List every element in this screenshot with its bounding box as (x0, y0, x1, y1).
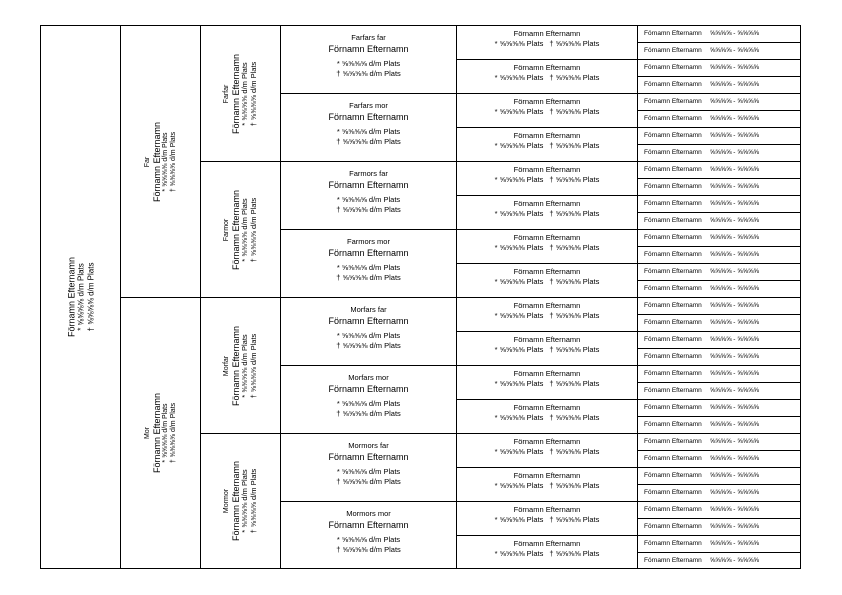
great-grandparent-role: Farfars far (351, 33, 386, 42)
parent-name: Förnamn Efternamn (151, 121, 162, 202)
gen6-dates: ⅝⅝⅝⅝ - ⅝⅝⅝⅝ (709, 540, 759, 547)
grandparent-role: Farfar (222, 84, 230, 103)
gen5-born: * ⅝⅝⅝⅝ Plats (494, 447, 544, 456)
pedigree-chart (40, 25, 801, 569)
subject-died: † ⅝⅝⅝⅝ d/m Plats (85, 262, 95, 332)
parent-role: Far (143, 156, 151, 167)
gen5-died: † ⅝⅝⅝⅝ Plats (549, 549, 600, 558)
grandparent-died: † ⅝⅝⅝⅝ d/m Plats (248, 468, 258, 534)
gen6-name: Förnamn Efternamn (644, 115, 702, 122)
gen6-dates: ⅝⅝⅝⅝ - ⅝⅝⅝⅝ (709, 98, 759, 105)
great-grandparent-died: † ⅝⅝⅝⅝ d/m Plats (336, 205, 401, 214)
gen6-dates: ⅝⅝⅝⅝ - ⅝⅝⅝⅝ (709, 115, 759, 122)
great-grandparent-died: † ⅝⅝⅝⅝ d/m Plats (336, 69, 401, 78)
gen6-name: Förnamn Efternamn (644, 523, 702, 530)
gen6-box (637, 297, 801, 315)
grandparent-box (200, 433, 281, 569)
great-grandparent-role: Farfars mor (349, 101, 388, 110)
parent-born: * ⅝⅝⅝⅝ d/m Plats (161, 403, 169, 463)
gen5-name: Förnamn Efternamn (513, 267, 581, 276)
gen5-box (456, 365, 638, 400)
gen6-box (637, 93, 801, 111)
great-grandparent-born: * ⅝⅝⅝⅝ d/m Plats (336, 331, 401, 340)
subject-name: Förnamn Efternamn (66, 256, 77, 338)
gen5-box (456, 433, 638, 468)
grandparent-role: Morfar (222, 355, 230, 376)
gen5-name: Förnamn Efternamn (513, 29, 581, 38)
great-grandparent-name: Förnamn Efternamn (328, 44, 409, 54)
gen6-box (637, 195, 801, 213)
gen6-dates: ⅝⅝⅝⅝ - ⅝⅝⅝⅝ (709, 506, 759, 513)
gen5-name: Förnamn Efternamn (513, 471, 581, 480)
gen6-dates: ⅝⅝⅝⅝ - ⅝⅝⅝⅝ (709, 149, 759, 156)
gen5-born: * ⅝⅝⅝⅝ Plats (494, 175, 544, 184)
grandparent-name: Förnamn Efternamn (230, 325, 241, 406)
great-grandparent-name: Förnamn Efternamn (328, 248, 409, 258)
gen6-dates: ⅝⅝⅝⅝ - ⅝⅝⅝⅝ (709, 472, 759, 479)
gen5-box (456, 229, 638, 264)
great-grandparent-box (280, 297, 457, 366)
gen6-name: Förnamn Efternamn (644, 64, 702, 71)
grandparent-born: * ⅝⅝⅝⅝ d/m Plats (240, 197, 250, 262)
gen6-dates: ⅝⅝⅝⅝ - ⅝⅝⅝⅝ (709, 387, 759, 394)
gen6-box (637, 59, 801, 77)
great-grandparent-born: * ⅝⅝⅝⅝ d/m Plats (336, 127, 401, 136)
great-grandparent-box (280, 161, 457, 230)
gen6-box (637, 144, 801, 162)
gen6-dates: ⅝⅝⅝⅝ - ⅝⅝⅝⅝ (709, 523, 759, 530)
gen5-events (457, 277, 637, 287)
gen6-name: Förnamn Efternamn (644, 489, 702, 496)
parent-box-mor (120, 297, 201, 569)
gen6-dates: ⅝⅝⅝⅝ - ⅝⅝⅝⅝ (709, 421, 759, 428)
great-grandparent-died: † ⅝⅝⅝⅝ d/m Plats (336, 545, 401, 554)
gen6-name: Förnamn Efternamn (644, 455, 702, 462)
gen6-dates: ⅝⅝⅝⅝ - ⅝⅝⅝⅝ (709, 217, 759, 224)
great-grandparent-died: † ⅝⅝⅝⅝ d/m Plats (336, 273, 401, 282)
gen5-name: Förnamn Efternamn (513, 369, 581, 378)
gen5-box (456, 59, 638, 94)
gen5-box (456, 399, 638, 434)
gen6-dates: ⅝⅝⅝⅝ - ⅝⅝⅝⅝ (709, 81, 759, 88)
great-grandparent-born: * ⅝⅝⅝⅝ d/m Plats (336, 467, 401, 476)
gen5-events (457, 481, 637, 491)
gen6-box (637, 518, 801, 536)
gen6-dates: ⅝⅝⅝⅝ - ⅝⅝⅝⅝ (709, 268, 759, 275)
gen5-died: † ⅝⅝⅝⅝ Plats (549, 515, 600, 524)
great-grandparent-role: Farmors mor (347, 237, 390, 246)
gen5-died: † ⅝⅝⅝⅝ Plats (549, 447, 600, 456)
gen5-box (456, 161, 638, 196)
parent-born: * ⅝⅝⅝⅝ d/m Plats (161, 131, 169, 192)
gen6-box (637, 246, 801, 264)
grandparent-box (200, 297, 281, 434)
gen5-born: * ⅝⅝⅝⅝ Plats (494, 39, 544, 48)
great-grandparent-role: Mormors far (348, 441, 389, 450)
gen6-name: Förnamn Efternamn (644, 166, 702, 173)
gen6-box (637, 314, 801, 332)
gen5-name: Förnamn Efternamn (513, 165, 581, 174)
gen6-box (637, 501, 801, 519)
gen6-name: Förnamn Efternamn (644, 98, 702, 105)
gen6-name: Förnamn Efternamn (644, 47, 702, 54)
gen6-box (637, 365, 801, 383)
great-grandparent-role: Mormors mor (346, 509, 391, 518)
gen5-name: Förnamn Efternamn (513, 63, 581, 72)
gen6-box (637, 178, 801, 196)
great-grandparent-born: * ⅝⅝⅝⅝ d/m Plats (336, 399, 401, 408)
gen5-died: † ⅝⅝⅝⅝ Plats (549, 107, 600, 116)
gen5-name: Förnamn Efternamn (513, 233, 581, 242)
gen5-events (457, 379, 637, 389)
gen6-box (637, 280, 801, 298)
gen6-name: Förnamn Efternamn (644, 132, 702, 139)
gen6-box (637, 127, 801, 145)
grandparent-name: Förnamn Efternamn (230, 189, 241, 270)
gen6-dates: ⅝⅝⅝⅝ - ⅝⅝⅝⅝ (709, 166, 759, 173)
great-grandparent-role: Morfars far (350, 305, 387, 314)
gen6-name: Förnamn Efternamn (644, 472, 702, 479)
grandparent-born: * ⅝⅝⅝⅝ d/m Plats (240, 333, 250, 398)
gen6-box (637, 450, 801, 468)
gen6-dates: ⅝⅝⅝⅝ - ⅝⅝⅝⅝ (709, 370, 759, 377)
gen5-box (456, 297, 638, 332)
gen6-name: Förnamn Efternamn (644, 285, 702, 292)
great-grandparent-box (280, 365, 457, 434)
gen5-died: † ⅝⅝⅝⅝ Plats (549, 175, 600, 184)
gen5-events (457, 243, 637, 253)
gen5-died: † ⅝⅝⅝⅝ Plats (549, 345, 600, 354)
grandparent-box (200, 161, 281, 298)
great-grandparent-name: Förnamn Efternamn (328, 520, 409, 530)
great-grandparent-died: † ⅝⅝⅝⅝ d/m Plats (336, 341, 401, 350)
gen5-born: * ⅝⅝⅝⅝ Plats (494, 481, 544, 490)
gen5-events (457, 39, 637, 49)
great-grandparent-box (280, 93, 457, 162)
great-grandparent-box (280, 433, 457, 502)
great-grandparent-role: Morfars mor (348, 373, 389, 382)
gen6-name: Förnamn Efternamn (644, 234, 702, 241)
gen6-dates: ⅝⅝⅝⅝ - ⅝⅝⅝⅝ (709, 336, 759, 343)
gen5-box (456, 93, 638, 128)
gen6-dates: ⅝⅝⅝⅝ - ⅝⅝⅝⅝ (709, 438, 759, 445)
gen5-events (457, 413, 637, 423)
great-grandparent-died: † ⅝⅝⅝⅝ d/m Plats (336, 137, 401, 146)
subject-born: * ⅝⅝⅝⅝ d/m Plats (76, 263, 86, 331)
gen6-box (637, 552, 801, 569)
gen6-dates: ⅝⅝⅝⅝ - ⅝⅝⅝⅝ (709, 455, 759, 462)
gen5-name: Förnamn Efternamn (513, 131, 581, 140)
gen6-name: Förnamn Efternamn (644, 149, 702, 156)
great-grandparent-name: Förnamn Efternamn (328, 316, 409, 326)
gen6-box (637, 348, 801, 366)
gen5-died: † ⅝⅝⅝⅝ Plats (549, 379, 600, 388)
gen5-name: Förnamn Efternamn (513, 505, 581, 514)
great-grandparent-box (280, 501, 457, 569)
gen6-dates: ⅝⅝⅝⅝ - ⅝⅝⅝⅝ (709, 234, 759, 241)
grandparent-died: † ⅝⅝⅝⅝ d/m Plats (248, 61, 258, 126)
gen6-name: Förnamn Efternamn (644, 30, 702, 37)
great-grandparent-born: * ⅝⅝⅝⅝ d/m Plats (336, 59, 401, 68)
gen6-dates: ⅝⅝⅝⅝ - ⅝⅝⅝⅝ (709, 302, 759, 309)
gen5-box (456, 195, 638, 230)
gen6-box (637, 399, 801, 417)
gen5-born: * ⅝⅝⅝⅝ Plats (494, 107, 544, 116)
gen6-name: Förnamn Efternamn (644, 319, 702, 326)
gen5-born: * ⅝⅝⅝⅝ Plats (494, 311, 544, 320)
gen6-dates: ⅝⅝⅝⅝ - ⅝⅝⅝⅝ (709, 557, 759, 564)
great-grandparent-box (280, 25, 457, 94)
subject-box (40, 25, 121, 569)
gen5-events (457, 447, 637, 457)
gen6-dates: ⅝⅝⅝⅝ - ⅝⅝⅝⅝ (709, 132, 759, 139)
grandparent-born: * ⅝⅝⅝⅝ d/m Plats (240, 469, 250, 533)
parent-role: Mor (143, 426, 151, 440)
gen5-events (457, 549, 637, 559)
great-grandparent-died: † ⅝⅝⅝⅝ d/m Plats (336, 477, 401, 486)
great-grandparent-role: Farmors far (349, 169, 388, 178)
gen6-name: Förnamn Efternamn (644, 540, 702, 547)
gen5-name: Förnamn Efternamn (513, 539, 581, 548)
gen5-box (456, 535, 638, 569)
gen5-died: † ⅝⅝⅝⅝ Plats (549, 243, 600, 252)
great-grandparent-box (280, 229, 457, 298)
grandparent-role: Farmor (222, 218, 230, 241)
gen6-name: Förnamn Efternamn (644, 438, 702, 445)
grandparent-died: † ⅝⅝⅝⅝ d/m Plats (248, 333, 258, 398)
great-grandparent-born: * ⅝⅝⅝⅝ d/m Plats (336, 535, 401, 544)
gen6-dates: ⅝⅝⅝⅝ - ⅝⅝⅝⅝ (709, 251, 759, 258)
gen6-box (637, 42, 801, 60)
gen5-died: † ⅝⅝⅝⅝ Plats (549, 209, 600, 218)
gen5-died: † ⅝⅝⅝⅝ Plats (549, 311, 600, 320)
parent-box-far (120, 25, 201, 298)
gen6-dates: ⅝⅝⅝⅝ - ⅝⅝⅝⅝ (709, 200, 759, 207)
great-grandparent-born: * ⅝⅝⅝⅝ d/m Plats (336, 195, 401, 204)
gen6-name: Förnamn Efternamn (644, 81, 702, 88)
gen6-box (637, 110, 801, 128)
great-grandparent-name: Förnamn Efternamn (328, 452, 409, 462)
gen5-events (457, 175, 637, 185)
gen5-born: * ⅝⅝⅝⅝ Plats (494, 379, 544, 388)
great-grandparent-born: * ⅝⅝⅝⅝ d/m Plats (336, 263, 401, 272)
gen5-died: † ⅝⅝⅝⅝ Plats (549, 277, 600, 286)
gen6-box (637, 416, 801, 434)
gen5-events (457, 107, 637, 117)
gen6-dates: ⅝⅝⅝⅝ - ⅝⅝⅝⅝ (709, 183, 759, 190)
gen5-box (456, 467, 638, 502)
gen5-died: † ⅝⅝⅝⅝ Plats (549, 73, 600, 82)
gen5-box (456, 25, 638, 60)
gen5-name: Förnamn Efternamn (513, 335, 581, 344)
great-grandparent-name: Förnamn Efternamn (328, 180, 409, 190)
gen5-name: Förnamn Efternamn (513, 97, 581, 106)
gen5-born: * ⅝⅝⅝⅝ Plats (494, 277, 544, 286)
gen5-born: * ⅝⅝⅝⅝ Plats (494, 549, 544, 558)
gen5-box (456, 331, 638, 366)
great-grandparent-name: Förnamn Efternamn (328, 384, 409, 394)
parent-died: † ⅝⅝⅝⅝ d/m Plats (169, 402, 177, 464)
gen6-box (637, 212, 801, 230)
gen6-name: Förnamn Efternamn (644, 183, 702, 190)
gen5-name: Förnamn Efternamn (513, 403, 581, 412)
gen5-events (457, 73, 637, 83)
gen5-events (457, 141, 637, 151)
gen5-events (457, 345, 637, 355)
gen6-name: Förnamn Efternamn (644, 251, 702, 258)
gen5-events (457, 311, 637, 321)
great-grandparent-name: Förnamn Efternamn (328, 112, 409, 122)
gen6-box (637, 25, 801, 43)
gen5-died: † ⅝⅝⅝⅝ Plats (549, 39, 600, 48)
gen6-dates: ⅝⅝⅝⅝ - ⅝⅝⅝⅝ (709, 30, 759, 37)
gen6-box (637, 331, 801, 349)
gen6-dates: ⅝⅝⅝⅝ - ⅝⅝⅝⅝ (709, 404, 759, 411)
gen5-born: * ⅝⅝⅝⅝ Plats (494, 141, 544, 150)
gen6-name: Förnamn Efternamn (644, 506, 702, 513)
gen5-name: Förnamn Efternamn (513, 437, 581, 446)
gen6-name: Förnamn Efternamn (644, 387, 702, 394)
gen6-name: Förnamn Efternamn (644, 268, 702, 275)
parent-name: Förnamn Efternamn (151, 392, 162, 474)
gen6-name: Förnamn Efternamn (644, 302, 702, 309)
gen5-name: Förnamn Efternamn (513, 301, 581, 310)
grandparent-born: * ⅝⅝⅝⅝ d/m Plats (240, 61, 250, 126)
gen5-box (456, 263, 638, 298)
gen6-dates: ⅝⅝⅝⅝ - ⅝⅝⅝⅝ (709, 285, 759, 292)
gen6-name: Förnamn Efternamn (644, 336, 702, 343)
gen5-died: † ⅝⅝⅝⅝ Plats (549, 481, 600, 490)
gen6-name: Förnamn Efternamn (644, 370, 702, 377)
gen6-name: Förnamn Efternamn (644, 557, 702, 564)
gen5-born: * ⅝⅝⅝⅝ Plats (494, 73, 544, 82)
gen5-events (457, 515, 637, 525)
gen6-name: Förnamn Efternamn (644, 404, 702, 411)
gen6-box (637, 433, 801, 451)
gen6-dates: ⅝⅝⅝⅝ - ⅝⅝⅝⅝ (709, 489, 759, 496)
gen6-name: Förnamn Efternamn (644, 217, 702, 224)
great-grandparent-died: † ⅝⅝⅝⅝ d/m Plats (336, 409, 401, 418)
gen6-box (637, 263, 801, 281)
grandparent-name: Förnamn Efternamn (230, 53, 241, 134)
gen6-box (637, 467, 801, 485)
gen6-box (637, 229, 801, 247)
gen5-name: Förnamn Efternamn (513, 199, 581, 208)
gen6-box (637, 161, 801, 179)
grandparent-role: Mormor (222, 488, 230, 514)
gen6-box (637, 535, 801, 553)
grandparent-died: † ⅝⅝⅝⅝ d/m Plats (248, 197, 258, 262)
gen5-died: † ⅝⅝⅝⅝ Plats (549, 413, 600, 422)
gen5-born: * ⅝⅝⅝⅝ Plats (494, 243, 544, 252)
gen6-box (637, 382, 801, 400)
parent-died: † ⅝⅝⅝⅝ d/m Plats (169, 131, 177, 192)
gen6-dates: ⅝⅝⅝⅝ - ⅝⅝⅝⅝ (709, 64, 759, 71)
gen6-box (637, 484, 801, 502)
gen6-name: Förnamn Efternamn (644, 421, 702, 428)
gen5-died: † ⅝⅝⅝⅝ Plats (549, 141, 600, 150)
grandparent-name: Förnamn Efternamn (230, 460, 241, 542)
gen6-name: Förnamn Efternamn (644, 353, 702, 360)
gen6-name: Förnamn Efternamn (644, 200, 702, 207)
gen5-events (457, 209, 637, 219)
gen5-born: * ⅝⅝⅝⅝ Plats (494, 515, 544, 524)
gen5-box (456, 501, 638, 536)
gen6-box (637, 76, 801, 94)
gen5-box (456, 127, 638, 162)
gen5-born: * ⅝⅝⅝⅝ Plats (494, 345, 544, 354)
gen5-born: * ⅝⅝⅝⅝ Plats (494, 413, 544, 422)
gen5-born: * ⅝⅝⅝⅝ Plats (494, 209, 544, 218)
gen6-dates: ⅝⅝⅝⅝ - ⅝⅝⅝⅝ (709, 319, 759, 326)
grandparent-box (200, 25, 281, 162)
gen6-dates: ⅝⅝⅝⅝ - ⅝⅝⅝⅝ (709, 353, 759, 360)
gen6-dates: ⅝⅝⅝⅝ - ⅝⅝⅝⅝ (709, 47, 759, 54)
